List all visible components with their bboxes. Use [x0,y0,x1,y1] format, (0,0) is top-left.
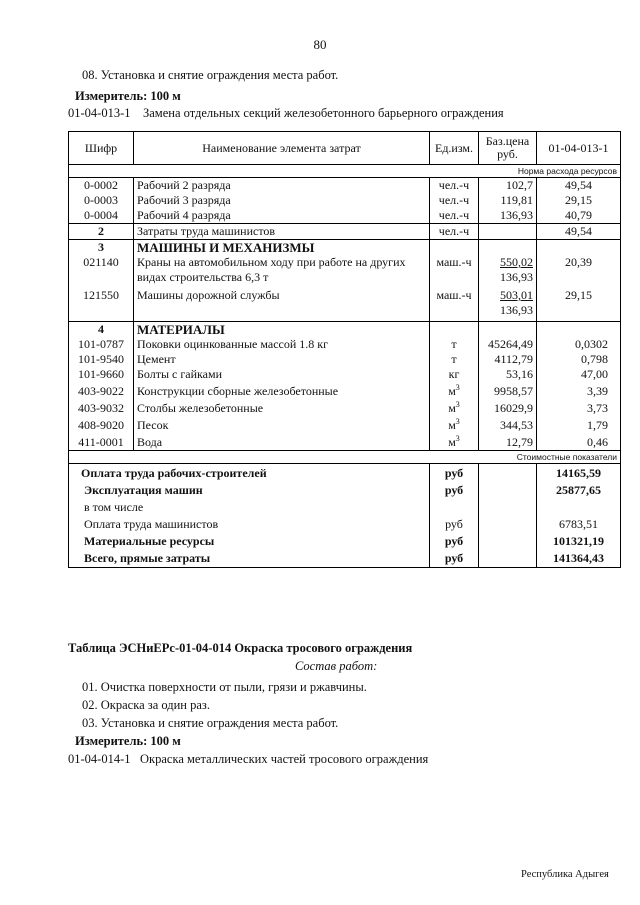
meter-label: Измеритель: 100 м [75,734,181,748]
table-row: 101-0787 Поковки оцинкованные массой 1.8 кг т 45264,49 0,0302 [69,337,621,352]
table-row: 408-9020 Песок $м^3$ 344,53 1,79 [69,416,621,433]
next-table-title: Таблица ЭСНиЕРс-01-04-014 Окраска тросового ограждения [68,641,413,655]
header-price: Баз.цена руб. [479,132,537,165]
machinist-row: 2 Затраты труда машинистов чел.-ч 49,54 [69,224,621,240]
page-number: 80 [313,37,327,52]
header-name: Наименование элемента затрат [134,132,430,165]
summary-row: в том числе [69,498,621,515]
header-unit: Ед.изм. [430,132,479,165]
table-row: 101-9540 Цемент т 4112,79 0,798 [69,352,621,367]
materials-section-row: 4 МАТЕРИАЛЫ [69,322,621,338]
summary-row: Всего, прямые затраты руб 141364,43 [69,549,621,568]
table-row: 101-9660 Болты с гайками кг 53,16 47,00 [69,367,621,382]
table-header-row [69,132,621,165]
table-row: 403-9022 Конструкции сборные железобетонные $м^3$ 9958,57 3,39 [69,382,621,399]
norm-code: 01-04-013-1 [68,106,131,120]
table-row: 0-0002 Рабочий 2 разряда чел.-ч 102,7 49,54 [69,178,621,194]
works-title: Состав работ: [295,659,378,673]
norm-note-row [69,165,621,178]
header-rate: 01-04-013-1 [537,132,621,165]
norm-note: Норма расхода ресурсов [69,165,621,178]
summary-row: Оплата труда машинистов руб 6783,51 [69,515,621,532]
table-row: 411-0001 Вода $м^3$ 12,79 0,46 [69,433,621,451]
work-item: 01. Очистка поверхности от пыли, грязи и ржавчины. [82,680,367,694]
table-row: 121550 Машины дорожной службы маш.-ч 503,01 136,93 29,15 [69,285,621,322]
norm-description: Замена отдельных секций железобетонного барьерного ограждения [143,106,504,120]
resource-table [68,131,621,568]
table-row: 021140 Краны на автомобильном ходу при работе на других видах строительства 6,3 т маш.-ч 550,02 136,93 20,39 [69,255,621,285]
summary-row: Эксплуатация машин руб 25877,65 [69,481,621,498]
meter-label: Измеритель: 100 м [75,89,181,103]
table-row: 0-0004 Рабочий 4 разряда чел.-ч 136,93 40,79 [69,208,621,224]
table-row: 0-0003 Рабочий 3 разряда чел.-ч 119,81 29,15 [69,193,621,208]
header-code: Шифр [69,132,134,165]
footer-region: Республика Адыгея [521,869,609,880]
work-item: 03. Установка и снятие ограждения места работ. [82,716,339,730]
summary-row: Оплата труда рабочих-строителей руб 14165,59 [69,464,621,482]
work-item: 08. Установка и снятие ограждения места работ. [82,68,339,82]
cost-note: Стоимостные показатели [69,451,621,464]
cost-note-row [69,451,621,464]
machines-section-row: 3 МАШИНЫ И МЕХАНИЗМЫ [69,240,621,256]
work-item: 02. Окраска за один раз. [82,698,210,712]
norm-code: 01-04-014-1 [68,752,131,766]
summary-row: Материальные ресурсы руб 101321,19 [69,532,621,549]
norm-description: Окраска металлических частей тросового ограждения [140,752,429,766]
table-row: 403-9032 Столбы железобетонные $м^3$ 16029,9 3,73 [69,399,621,416]
